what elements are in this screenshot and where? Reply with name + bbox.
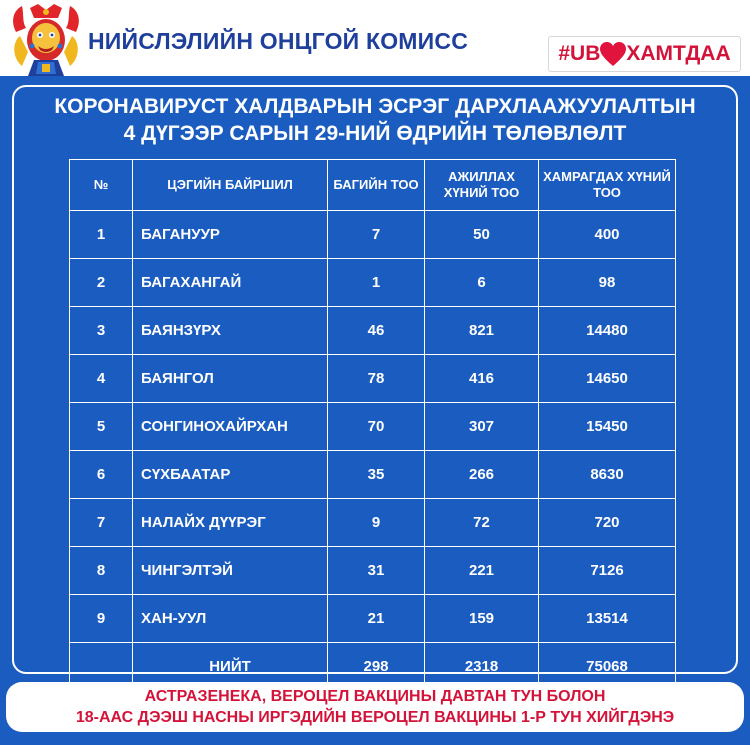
covered-count: 14480 (539, 307, 676, 355)
location-name: НАЛАЙХ ДҮҮРЭГ (133, 499, 328, 547)
covered-count: 14650 (539, 355, 676, 403)
row-number: 3 (70, 307, 133, 355)
row-number: 5 (70, 403, 133, 451)
total-covered: 75068 (539, 643, 676, 691)
hashtag-badge (548, 36, 741, 72)
footer-line-1: АСТРАЗЕНЕКА, ВЕРОЦЕЛ ВАКЦИНЫ ДАВТАН ТУН БОЛОН (144, 688, 606, 705)
table-row (70, 355, 676, 403)
table-row (70, 211, 676, 259)
team-count: 35 (328, 451, 425, 499)
row-number: 9 (70, 595, 133, 643)
location-name: БАГАХАНГАЙ (133, 259, 328, 307)
org-title: НИЙСЛЭЛИЙН ОНЦГОЙ КОМИСС (88, 28, 469, 54)
table-row (70, 499, 676, 547)
total-label: НИЙТ (133, 643, 328, 691)
row-number: 7 (70, 499, 133, 547)
team-count: 70 (328, 403, 425, 451)
covered-count: 400 (539, 211, 676, 259)
table-row (70, 451, 676, 499)
location-name: ХАН-УУЛ (133, 595, 328, 643)
vaccination-plan-table (69, 159, 676, 691)
column-header-location: ЦЭГИЙН БАЙРШИЛ (133, 160, 328, 211)
row-number: 8 (70, 547, 133, 595)
worker-count: 6 (425, 259, 539, 307)
worker-count: 821 (425, 307, 539, 355)
column-header-number: № (70, 160, 133, 211)
column-header-teams: БАГИЙН ТОО (328, 160, 425, 211)
team-count: 1 (328, 259, 425, 307)
table-row (70, 595, 676, 643)
total-workers: 2318 (425, 643, 539, 691)
location-name: БАЯНЗҮРХ (133, 307, 328, 355)
row-number: 4 (70, 355, 133, 403)
total-teams: 298 (328, 643, 425, 691)
footer-notice (6, 682, 744, 732)
location-name: БАЯНГОЛ (133, 355, 328, 403)
location-name: СОНГИНОХАЙРХАН (133, 403, 328, 451)
covered-count: 15450 (539, 403, 676, 451)
worker-count: 159 (425, 595, 539, 643)
location-name: ЧИНГЭЛТЭЙ (133, 547, 328, 595)
covered-count: 13514 (539, 595, 676, 643)
team-count: 21 (328, 595, 425, 643)
column-header-workers: АЖИЛЛАХ ХҮНИЙ ТОО (425, 160, 539, 211)
team-count: 78 (328, 355, 425, 403)
heart-icon (599, 41, 627, 67)
content-panel (0, 76, 750, 745)
table-header-row (70, 160, 676, 211)
team-count: 46 (328, 307, 425, 355)
table-row (70, 259, 676, 307)
row-number: 6 (70, 451, 133, 499)
location-name: СҮХБААТАР (133, 451, 328, 499)
location-name: БАГАНУУР (133, 211, 328, 259)
column-header-covered: ХАМРАГДАХ ХҮНИЙ ТОО (539, 160, 676, 211)
main-title (0, 93, 750, 147)
row-number: 2 (70, 259, 133, 307)
ulaanbaatar-emblem-icon (8, 2, 84, 78)
worker-count: 266 (425, 451, 539, 499)
row-number: 1 (70, 211, 133, 259)
covered-count: 98 (539, 259, 676, 307)
table-row (70, 307, 676, 355)
table-row (70, 547, 676, 595)
worker-count: 221 (425, 547, 539, 595)
hashtag-suffix: ХАМТДАА (626, 42, 731, 65)
hashtag-prefix: #UB (558, 42, 601, 65)
table-body (70, 211, 676, 643)
covered-count: 8630 (539, 451, 676, 499)
footer-line-2: 18-ААС ДЭЭШ НАСНЫ ИРГЭДИЙН ВЕРОЦЕЛ ВАКЦИНЫ 1-Р ТУН ХИЙГДЭНЭ (75, 709, 675, 726)
main-title-line-1: КОРОНАВИРУСТ ХАЛДВАРЫН ЭСРЭГ ДАРХЛААЖУУЛАЛТЫН (54, 95, 696, 118)
worker-count: 416 (425, 355, 539, 403)
table-row (70, 403, 676, 451)
worker-count: 307 (425, 403, 539, 451)
main-title-line-2: 4 ДҮГЭЭР САРЫН 29-НИЙ ӨДРИЙН ТӨЛӨВЛӨЛТ (123, 122, 627, 145)
worker-count: 50 (425, 211, 539, 259)
worker-count: 72 (425, 499, 539, 547)
covered-count: 7126 (539, 547, 676, 595)
team-count: 9 (328, 499, 425, 547)
team-count: 31 (328, 547, 425, 595)
covered-count: 720 (539, 499, 676, 547)
header (0, 0, 750, 78)
team-count: 7 (328, 211, 425, 259)
